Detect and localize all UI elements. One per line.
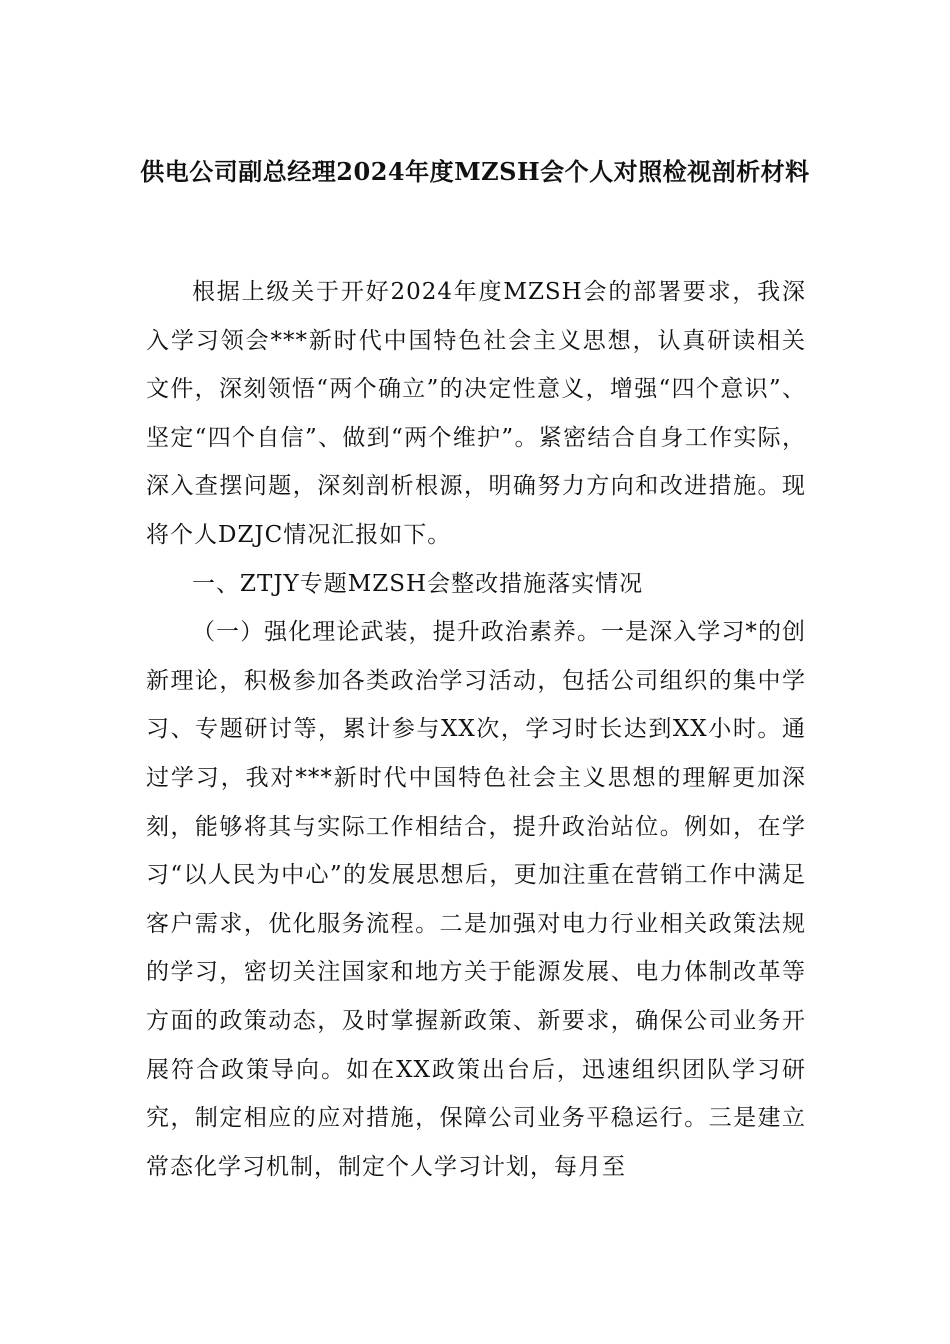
intro-paragraph: 根据上级关于开好2024年度MZSH会的部署要求，我深入学习领会***新时代中国特色社会主义思想，认真研读相关文件，深刻领悟“两个确立”的决定性意义，增强“四个意识”、坚定“四个自信”、做到“两个维护”。紧密结合自身工作实际，深入查摆问题，深刻剖析根源，明确努力方向和改进措施。现将个人DZJC情况汇报如下。 xyxy=(146,279,806,548)
section-heading: 一、ZTJY专题MZSH会整改措施落实情况 xyxy=(192,570,644,597)
section-paragraph: （一）强化理论武装，提升政治素养。一是深入学习*的创新理论，积极参加各类政治学习活动，包括公司组织的集中学习、专题研讨等，累计参与XX次，学习时长达到XX小时。通过学习，我对***新时代中国特色社会主义思想的理解更加深刻，能够将其与实际工作相结合，提升政治站位。例如，在学习“以人民为中心”的发展思想后，更加注重在营销工作中满足客户需求，优化服务流程。二是加强对电力行业相关政策法规的学习，密切关注国家和地方关于能源发展、电力体制改革等方面的政策动态，及时掌握新政策、新要求，确保公司业务开展符合政策导向。如在XX政策出台后，迅速组织团队学习研究，制定相应的应对措施，保障公司业务平稳运行。三是建立常态化学习机制，制定个人学习计划，每月至 xyxy=(146,619,806,1180)
document-body xyxy=(146,268,806,1191)
document-title: 供电公司副总经理2024年度MZSH会个人对照检视剖析材料 xyxy=(140,157,810,186)
